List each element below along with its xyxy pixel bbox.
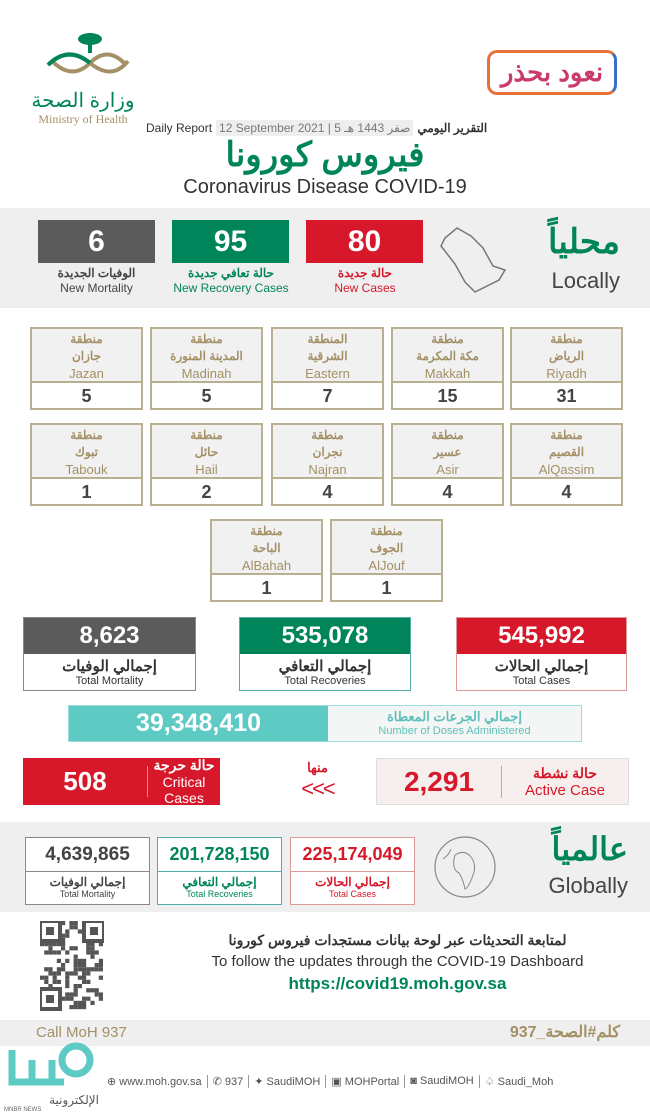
region-name-ar: عسير (433, 445, 462, 459)
total-mortality-card (23, 617, 196, 691)
footer-text: www.moh.gov.sa (119, 1076, 202, 1088)
watermark-logo (4, 1040, 99, 1113)
region-value: 31 (556, 386, 577, 406)
footer-item[interactable] (248, 1075, 325, 1088)
region-card-alqassim (510, 423, 623, 506)
region-name-en: Hail (195, 462, 218, 477)
global-mortality-label-ar: إجمالي الوفيات (49, 875, 126, 889)
region-value: 1 (381, 578, 392, 598)
region-name-ar: جازان (71, 349, 101, 363)
daily-report-line (146, 120, 506, 136)
critical-label-en: Critical Cases (162, 774, 206, 806)
ministry-name-en: Ministry of Health (38, 112, 128, 126)
footer-item[interactable] (325, 1075, 404, 1088)
region-value: 1 (261, 578, 272, 598)
of-which-label: منها (307, 760, 328, 775)
region-prefix: منطقة (190, 428, 223, 442)
region-name-ar: الباحة (252, 541, 281, 555)
region-value: 1 (81, 482, 92, 502)
global-recoveries-card (157, 837, 282, 905)
doses-card (68, 705, 582, 742)
globe-icon: ⊕ (107, 1076, 117, 1088)
region-card-najran (271, 423, 384, 506)
locally-title-en: Locally (551, 268, 620, 293)
phone-icon: ✆ (212, 1076, 222, 1088)
doses-value: 39,348,410 (69, 706, 328, 741)
region-name-en: Jazan (69, 366, 104, 381)
region-prefix: منطقة (550, 428, 583, 442)
total-mortality-label-ar: إجمالي الوفيات (62, 658, 157, 675)
palm-swords-icon (28, 25, 138, 85)
region-name-ar: القصيم (548, 445, 585, 459)
region-card-riyadh (510, 327, 623, 410)
call-moh-ar: كلم#الصحة_937 (509, 1024, 620, 1041)
global-recoveries-label-en: Total Recoveries (186, 889, 253, 899)
new-mortality-value: 6 (38, 220, 155, 263)
globe-icon (433, 835, 497, 899)
region-value: 4 (561, 482, 572, 502)
region-value: 2 (201, 482, 212, 502)
total-mortality-value: 8,623 (24, 618, 195, 654)
region-card-hail (150, 423, 263, 506)
global-mortality-label-en: Total Mortality (59, 889, 116, 899)
total-mortality-label-en: Total Mortality (75, 675, 144, 687)
region-name-en: AlBahah (241, 558, 292, 573)
region-name-ar: نجران (312, 445, 343, 459)
new-mortality-label-en: New Mortality (60, 281, 133, 295)
global-mortality-card (25, 837, 150, 905)
region-name-en: AlQassim (538, 462, 595, 477)
critical-cases-value: 508 (23, 766, 148, 797)
new-recovery-value: 95 (172, 220, 289, 263)
region-name-en: Najran (308, 462, 347, 477)
region-prefix: منطقة (431, 332, 464, 346)
global-cases-label-en: Total Cases (328, 889, 377, 899)
report-label-ar: التقرير اليومي (417, 121, 488, 135)
footer-text: 937 (224, 1076, 244, 1088)
dashboard-text-en: To follow the updates through the COVID-19 Dashboard (211, 953, 584, 970)
region-name-en: Tabouk (65, 462, 108, 477)
region-name-en: Asir (436, 462, 459, 477)
footer-text: MOHPortal (344, 1076, 400, 1088)
region-name-en: Makkah (424, 366, 471, 381)
total-recoveries-value: 535,078 (240, 618, 410, 654)
region-value: 7 (322, 386, 333, 406)
call-moh-en: Call MoH 937 (36, 1024, 127, 1041)
region-name-ar: حائل (194, 445, 219, 459)
region-card-tabouk (30, 423, 143, 506)
instagram-icon: ◙ (410, 1075, 417, 1087)
footer-item[interactable] (479, 1075, 559, 1088)
region-prefix: منطقة (370, 524, 403, 538)
report-date: 12 September 2021 | 5 صفر 1443 هـ (216, 120, 413, 136)
total-recoveries-label-ar: إجمالي التعافي (278, 658, 372, 675)
qr-code[interactable] (40, 921, 104, 1011)
new-recovery-label-en: New Recovery Cases (173, 281, 289, 295)
region-card-albahah (210, 519, 323, 602)
new-mortality-label-ar: الوفيات الجديدة (57, 266, 136, 280)
active-label-en: Active Case (524, 781, 606, 799)
new-cases-label-ar: حالة جديدة (337, 266, 393, 280)
watermark-text-en: MNBR NEWS (4, 1107, 42, 1113)
footer-text: Saudi_Moh (497, 1076, 554, 1088)
global-recoveries-value: 201,728,150 (158, 838, 281, 872)
watermark-text-ar: الإلكترونية (49, 1093, 99, 1107)
footer-item[interactable] (102, 1075, 207, 1088)
total-cases-card (456, 617, 627, 691)
global-cases-value: 225,174,049 (291, 838, 414, 872)
critical-label-ar: حالة حرجة (153, 757, 215, 773)
doses-label-ar: إجمالي الجرعات المعطاة (386, 709, 523, 724)
region-name-en: Eastern (305, 366, 350, 381)
saudi-map-icon (435, 220, 513, 298)
footer-text: SaudiMOH (419, 1075, 474, 1087)
globally-title-en: Globally (548, 873, 628, 898)
region-prefix: منطقة (70, 428, 103, 442)
new-cases-value: 80 (306, 220, 423, 263)
region-card-eastern (271, 327, 384, 410)
critical-cases-card (23, 758, 220, 805)
total-recoveries-label-en: Total Recoveries (284, 675, 366, 687)
region-name-en: Riyadh (546, 366, 587, 381)
region-name-en: Madinah (181, 366, 232, 381)
dashboard-link[interactable]: https://covid19.moh.gov.sa (288, 974, 507, 993)
active-cases-card (376, 758, 629, 805)
region-prefix: منطقة (431, 428, 464, 442)
region-card-asir (391, 423, 504, 506)
region-name-ar: مكة المكرمة (416, 349, 479, 363)
region-name-ar: الشرقية (307, 349, 348, 363)
region-value: 5 (81, 386, 92, 406)
twitter-icon: ✦ (254, 1076, 264, 1088)
active-label-ar: حالة نشطة (533, 764, 597, 781)
ministry-name-ar: وزارة الصحة (31, 90, 135, 112)
report-label-en: Daily Report (146, 121, 213, 135)
globally-title-ar: عالمياً (551, 831, 628, 867)
snapchat-icon: ♤ (484, 1076, 495, 1088)
region-card-jazan (30, 327, 143, 410)
new-cases-label-en: New Cases (334, 281, 396, 295)
region-value: 15 (437, 386, 458, 406)
global-cases-label-ar: إجمالي الحالات (315, 875, 390, 889)
region-name-ar: الرياض (548, 349, 585, 363)
region-value: 5 (201, 386, 212, 406)
region-prefix: منطقة (311, 428, 344, 442)
footer-item[interactable] (207, 1075, 249, 1088)
region-prefix: منطقة (190, 332, 223, 346)
region-prefix: المنطقة (307, 332, 348, 346)
campaign-logo: نعود بحذر (487, 50, 617, 95)
region-card-makkah (391, 327, 504, 410)
footer-text: SaudiMOH (266, 1076, 321, 1088)
title-ar: فيروس كورونا (225, 136, 425, 174)
total-recoveries-card (239, 617, 411, 691)
region-prefix: منطقة (250, 524, 283, 538)
region-card-aljouf (330, 519, 443, 602)
dashboard-text-ar: لمتابعة التحديثات عبر لوحة بيانات مستجدات فيروس كورونا (228, 932, 567, 948)
region-name-ar: تبوك (74, 445, 99, 459)
new-recovery-label-ar: حالة تعافي جديدة (188, 266, 274, 280)
title-en: Coronavirus Disease COVID-19 (183, 176, 467, 198)
total-cases-value: 545,992 (457, 618, 626, 654)
locally-title-ar: محلياً (547, 223, 620, 261)
global-mortality-value: 4,639,865 (26, 838, 149, 872)
footer-item[interactable] (404, 1075, 479, 1088)
region-value: 4 (322, 482, 333, 502)
total-cases-label-ar: إجمالي الحالات (494, 658, 589, 675)
region-prefix: منطقة (70, 332, 103, 346)
region-prefix: منطقة (550, 332, 583, 346)
arrows-left-icon: <<< (301, 776, 334, 801)
youtube-icon: ▣ (331, 1076, 342, 1088)
social-footer (102, 1075, 558, 1088)
region-name-ar: الجوف (369, 541, 404, 555)
region-value: 4 (442, 482, 453, 502)
moh-logo (28, 25, 138, 126)
doses-label-en: Number of Doses Administered (378, 725, 531, 737)
region-card-madinah (150, 327, 263, 410)
total-cases-label-en: Total Cases (512, 675, 571, 687)
region-name-en: AlJouf (368, 558, 405, 573)
region-name-ar: المدينة المنورة (170, 349, 243, 363)
active-cases-value: 2,291 (377, 766, 502, 798)
global-recoveries-label-ar: إجمالي التعافي (182, 875, 257, 889)
global-cases-card (290, 837, 415, 905)
